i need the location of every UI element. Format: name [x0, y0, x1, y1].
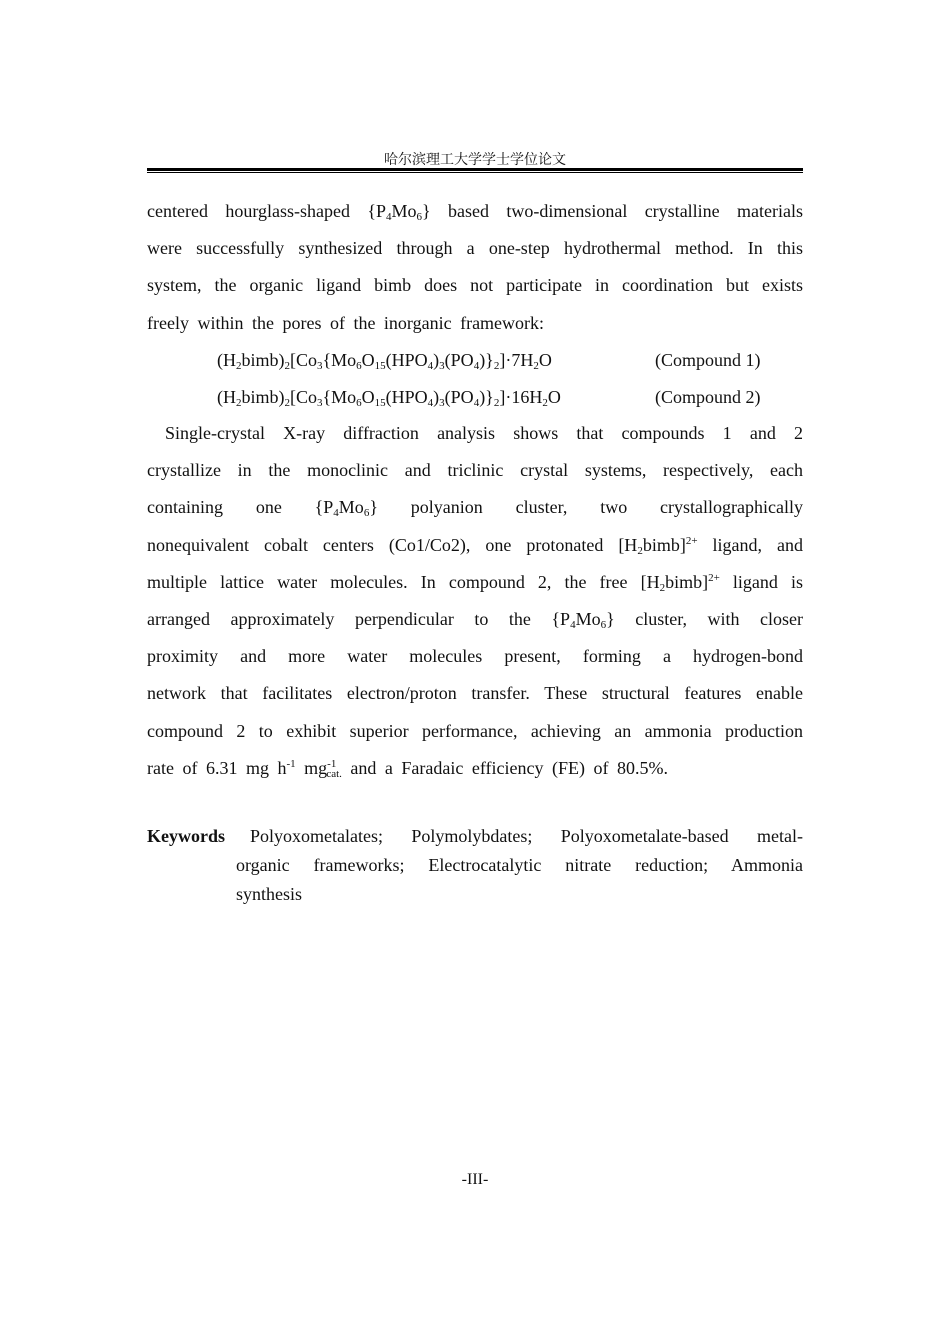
keywords-line-2: organic frameworks; Electrocatalytic nitrate reduction; Ammonia	[236, 855, 803, 875]
keywords-section	[147, 822, 803, 909]
page-number: -III-	[461, 1171, 489, 1188]
abstract-line-3: system, the organic ligand bimb does not participate in coordination but exists	[147, 275, 803, 296]
formula-label-compound-2: (Compound 2)	[655, 387, 761, 407]
results-line-6: arranged approximately perpendicular to the $\{P_4Mo_6\}$ cluster, with closer	[147, 609, 803, 632]
header-rule-thin	[147, 172, 803, 173]
keywords-list	[236, 822, 803, 909]
results-line-4: nonequivalent cobalt centers (Co1/Co2), one protonated $[H_2bimb]^{2+}$ ligand, and	[147, 534, 803, 557]
keywords-line-3: synthesis	[236, 884, 303, 904]
results-line-10: rate of 6.31 mg $h^{-1}$ $mg^{-1}_{cat.}$ and a Faradaic efficiency (FE) of 80.5%.	[147, 757, 668, 780]
results-line-3: containing one $\{P_4Mo_6\}$ polyanion cluster, two crystallographically	[147, 497, 803, 520]
formula-label-compound-1: (Compound 1)	[655, 350, 761, 370]
results-line-1: Single-crystal X-ray diffraction analysis shows that compounds 1 and 2	[165, 423, 803, 443]
formula-compound-2: $(H_2bimb)_2[Co_3\{Mo_6O_{15}(HPO_4)_3(PO_4)\}_2]\cdot 16H_2O$	[217, 387, 561, 409]
results-paragraph	[147, 415, 803, 787]
results-line-2: crystallize in the monoclinic and triclinic crystal systems, respectively, each	[147, 460, 803, 481]
formula-compound-1: $(H_2bimb)_2[Co_3\{Mo_6O_{15}(HPO_4)_3(PO_4)\}_2]\cdot 7H_2O$	[217, 350, 552, 372]
keywords-label: Keywords	[147, 826, 225, 846]
keywords-line-1: Polyoxometalates; Polymolybdates; Polyoxometalate-based metal-	[250, 826, 803, 846]
results-line-9: compound 2 to exhibit superior performance, achieving an ammonia production	[147, 720, 803, 741]
header-rule-thick	[147, 168, 803, 171]
results-line-8: network that facilitates electron/proton transfer. These structural features enable	[147, 683, 803, 704]
thesis-header-title: 哈尔滨理工大学学士学位论文	[384, 152, 566, 168]
abstract-line-2: were successfully synthesized through a one-step hydrothermal method. In this	[147, 238, 803, 259]
abstract-line-1: centered hourglass-shaped $\{P_4Mo_6\}$ based two-dimensional crystalline materials	[147, 201, 804, 223]
abstract-line-4: freely within the pores of the inorganic framework:	[147, 312, 545, 333]
results-line-7: proximity and more water molecules present, forming a hydrogen-bond	[147, 646, 803, 667]
results-line-5: multiple lattice water molecules. In compound 2, the free $[H_2bimb]^{2+}$ ligand is	[147, 571, 803, 594]
abstract-body	[147, 193, 803, 342]
